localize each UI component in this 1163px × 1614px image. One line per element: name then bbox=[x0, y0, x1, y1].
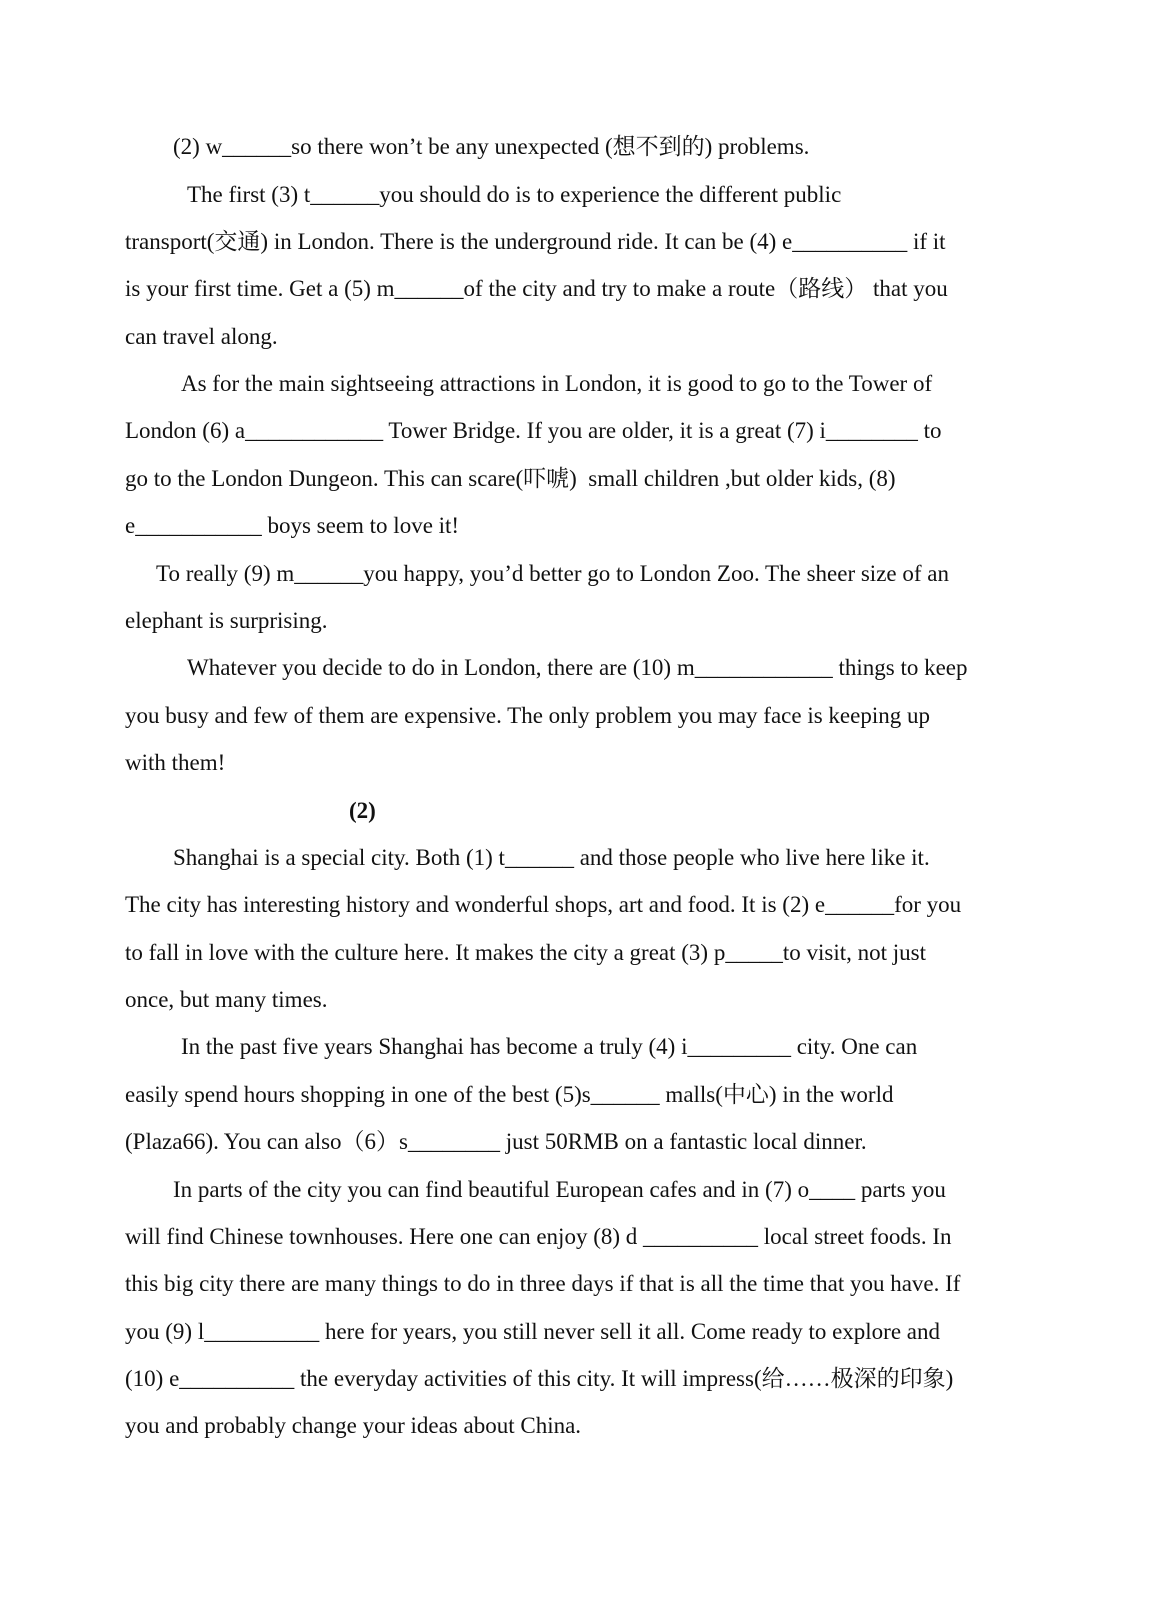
paragraph-line: Shanghai is a special city. Both (1) t______ and those people who live here like it. bbox=[173, 845, 930, 870]
paragraph-line: you and probably change your ideas about China. bbox=[125, 1413, 582, 1438]
paragraph-line: will find Chinese townhouses. Here one can enjoy (8) d __________ local street foods. In bbox=[125, 1224, 952, 1249]
paragraph-line: The first (3) t______you should do is to experience the different public bbox=[187, 182, 842, 207]
paragraph-line: you (9) l__________ here for years, you still never sell it all. Come ready to explore and bbox=[125, 1319, 941, 1344]
paragraph-line: once, but many times. bbox=[125, 987, 328, 1012]
paragraph-line: London (6) a____________ Tower Bridge. If you are older, it is a great (7) i________ to bbox=[125, 418, 942, 443]
paragraph-line: In the past five years Shanghai has become a truly (4) i_________ city. One can bbox=[181, 1034, 918, 1059]
section-heading: (2) bbox=[349, 798, 376, 823]
paragraph-line: is your first time. Get a (5) m______of the city and try to make a route（路线） that you bbox=[125, 276, 948, 301]
paragraph-line: with them! bbox=[125, 750, 226, 775]
paragraph-line: transport(交通) in London. There is the underground ride. It can be (4) e__________ if it bbox=[125, 229, 946, 254]
paragraph-line: to fall in love with the culture here. It makes the city a great (3) p_____to visit, not just bbox=[125, 940, 926, 965]
paragraph-line: As for the main sightseeing attractions in London, it is good to go to the Tower of bbox=[181, 371, 933, 396]
paragraph-line: e___________ boys seem to love it! bbox=[125, 513, 460, 538]
paragraph-line: Whatever you decide to do in London, there are (10) m____________ things to keep bbox=[187, 655, 968, 680]
paragraph-line: The city has interesting history and wonderful shops, art and food. It is (2) e______for you bbox=[125, 892, 962, 917]
paragraph-line: (10) e__________ the everyday activities of this city. It will impress(给……极深的印象) bbox=[125, 1366, 954, 1391]
paragraph-line: To really (9) m______you happy, you’d better go to London Zoo. The sheer size of an bbox=[156, 561, 949, 586]
paragraph-line: go to the London Dungeon. This can scare(吓唬) small children ,but older kids, (8) bbox=[125, 466, 896, 491]
paragraph-line: easily spend hours shopping in one of the best (5)s______ malls(中心) in the world bbox=[125, 1082, 894, 1107]
paragraph-line: (Plaza66). You can also（6）s________ just 50RMB on a fantastic local dinner. bbox=[125, 1129, 867, 1154]
paragraph-line: you busy and few of them are expensive. The only problem you may face is keeping up bbox=[125, 703, 930, 728]
paragraph-line: In parts of the city you can find beautiful European cafes and in (7) o____ parts you bbox=[173, 1177, 946, 1202]
paragraph-line: can travel along. bbox=[125, 324, 278, 349]
paragraph-line: this big city there are many things to do in three days if that is all the time that you have. If bbox=[125, 1271, 961, 1296]
paragraph-line: (2) w______so there won’t be any unexpected (想不到的) problems. bbox=[173, 134, 810, 159]
paragraph-line: elephant is surprising. bbox=[125, 608, 328, 633]
